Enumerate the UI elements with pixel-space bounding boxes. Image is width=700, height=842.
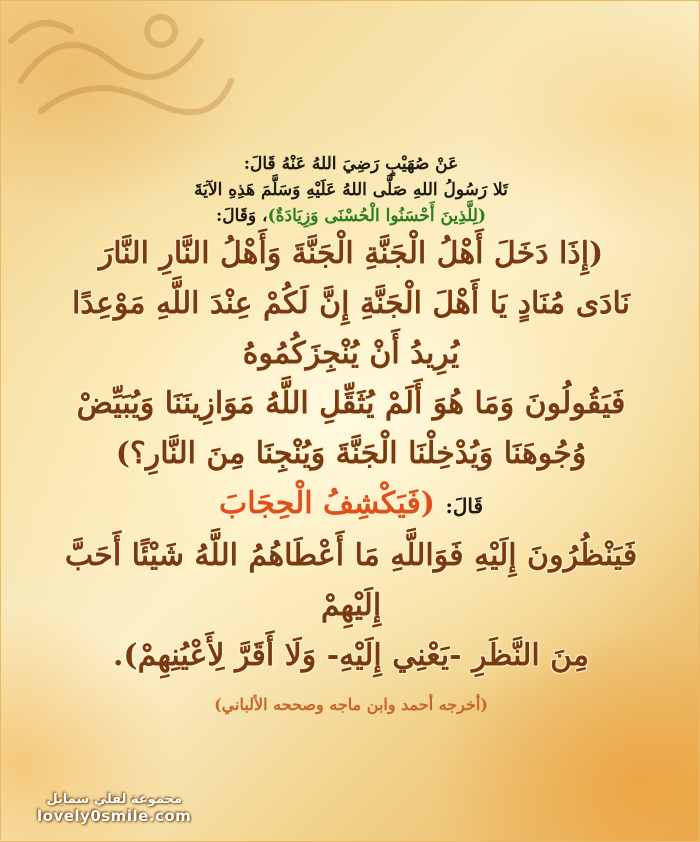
hadith-line: فَيَنْظُرُونَ إِلَيْهِ فَوَاللَّهِ مَا أَعْطَاهُمُ اللَّهُ شَيْئًا أَحَبَّ إِلَيْهِمْ bbox=[64, 538, 638, 623]
hadith-line: نَادَى مُنَادٍ يَا أَهْلَ الْجَنَّةِ إِنَّ لَكُمْ عِنْدَ اللَّهِ مَوْعِدًا bbox=[71, 286, 631, 321]
calligraphy-ornament bbox=[1, 1, 241, 131]
verse-suffix: ، وَقَالَ: bbox=[216, 206, 268, 226]
qala-label: قَالَ: bbox=[445, 494, 484, 518]
hadith-source: (أخرجه أحمد وابن ماجه وصححه الألباني) bbox=[214, 695, 488, 714]
hadith-line: وُجُوهَنَا وَيُدْخِلْنَا الْجَنَّةَ وَيُنْجِنَا مِنَ النَّارِ؟) bbox=[115, 436, 587, 471]
quran-verse: (لِلَّذِينَ أَحْسَنُوا الْحُسْنَى وَزِيَادَةٌ) bbox=[267, 206, 486, 226]
hadith-line: (إِذَا دَخَلَ أَهْلُ الْجَنَّةِ الْجَنَّةَ وَأَهْلُ النَّارِ النَّارَ bbox=[98, 236, 604, 271]
hadith-text-block bbox=[31, 151, 671, 717]
verse-line bbox=[31, 203, 671, 229]
hadith-line: يُرِيدُ أَنْ يُنْجِزَكُمُوهُ bbox=[242, 336, 460, 371]
hadith-line: مِنَ النَّظَرِ -يَعْنِي إِلَيْهِ- وَلَا أَقَرَّ لِأَعْيُنِهِمْ). bbox=[112, 638, 590, 673]
watermark-arabic: مجموعة لفلي سمايل bbox=[46, 792, 182, 807]
watermark-url: lovely0smile.com bbox=[37, 807, 192, 825]
narration-line: تَلا رَسُولُ اللهِ صَلَّى اللهُ عَلَيْهِ وَسَلَّمَ هَذِهِ الآيَةَ bbox=[194, 180, 508, 200]
highlight-phrase: (فَيَكْشِفُ الْحِجَابَ bbox=[218, 486, 435, 521]
narration-line: عَنْ صُهَيْبٍ رَضِيَ اللهُ عَنْهُ قَالَ: bbox=[243, 154, 459, 174]
hadith-line: فَيَقُولُونَ وَمَا هُوَ أَلَمْ يُثَقِّلِ اللَّهُ مَوَازِينَنَا وَيُبَيِّضْ bbox=[76, 386, 626, 421]
hadith-line bbox=[31, 479, 671, 531]
site-watermark bbox=[37, 792, 191, 825]
